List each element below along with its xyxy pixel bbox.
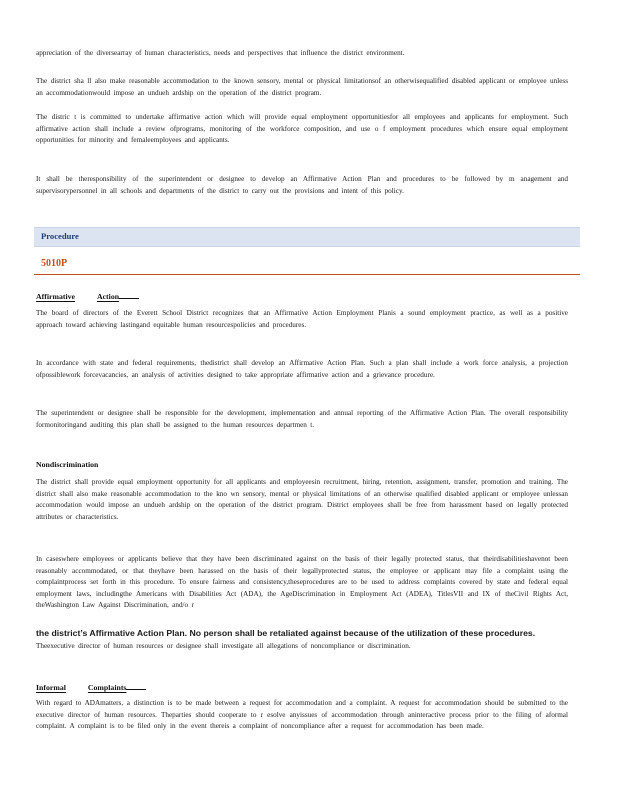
- paragraph-state-federal: In accordance with state and federal requirements, thedistrict shall develop an Affirmative Action Plan. Such a plan shall include a work force analysis, a projection ofpossiblework forcevacancies, an analysis of activities designed to take appropriate affirmative action and a grievance procedure.: [36, 359, 568, 379]
- paragraph-accommodation: The district sha ll also make reasonable accommodation to the known sensory, mental or physical limitationsof an otherwisequalified disabled applicant or employee unless an accommodationwould impose an undueh ardship on the operation of the district program.: [36, 77, 568, 97]
- heading-action-word: Action: [96, 292, 120, 301]
- paragraph-no-retaliation: the district’s Affirmative Action Plan. No person shall be retaliated against because of the utilization of these procedures.: [36, 628, 536, 638]
- heading-affirmative-word: Affirmative: [36, 292, 75, 301]
- heading-informal-word: Informal: [36, 683, 66, 692]
- paragraph-diversity: appreciation of the diversearray of human characteristics, needs and perspectives that influence the district environment.: [36, 49, 405, 57]
- heading-complaints-word: Complaints: [87, 683, 127, 692]
- heading-informal-complaints: [36, 682, 146, 693]
- procedure-label: Procedure: [41, 231, 79, 241]
- section-divider: [34, 274, 580, 275]
- paragraph-board-recognizes: The board of directors of the Everett School District recognizes that an Affirmative Action Employment Planis a sound employment practice, as well as a positive approach toward achieving lastingand equitable human resourcespolicies and procedures.: [36, 309, 568, 329]
- heading-nondiscrimination: Nondiscrimination: [36, 460, 99, 469]
- paragraph-affirmative-commitment: The distric t is committed to undertake affirmative action which will provide equal employment opportunitiesfor all employees and applicants for employment. Such affirmative action shall include a review ofprograms, monitoring of the workforce composition, and use o f employment procedures which ensure equal employment opportunities for minority and femaleemployees and applicants.: [36, 113, 568, 145]
- paragraph-equal-opportunity: The district shall provide equal employment opportunity for all applicants and employeesin recruitment, hiring, retention, assignment, transfer, promotion and training. The district shall also make reasonable accommodation to the kno wn sensory, mental or physical limitations of an otherwise qualified disabled applicant or employee unlessan accommodation would impose an undueh ardship on the operation of the district program. District employees shall be free from harassment based on legally protected attributes or characteristics.: [36, 478, 568, 521]
- procedure-band: [34, 227, 580, 247]
- procedure-code: 5010P: [41, 258, 68, 269]
- paragraph-complaint-process: In caseswhere employees or applicants believe that they have been discriminated against on the basis of their legally protected status, that theirdisabilitieshavenot been reasonably accommodated, or that theyhave been harassed on the basis of their legallyprotected status, the employee or applicant may file a complaint using the complaintprocess set forth in this procedure. To ensure fairness and consistency,theseprocedures are to be used to address complaints covered by state and federal equal employment laws, includingthe Americans with Disabilities Act (ADA), the AgeDiscrimination in Employment Act (ADEA), TitlesVII and IX of theCivil Rights Act, theWashington Law Against Discrimination, and/o r: [36, 555, 568, 610]
- paragraph-responsibility: It shall be theresponsibility of the superintendent or designee to develop an Affirmative Action Plan and procedures to be followed by m anagement and supervisorypersonnel in all schools and departments of the district to carry out the provisions and intent of this policy.: [36, 175, 568, 195]
- paragraph-ada-matters: With regard to ADAmatters, a distinction is to be made between a request for accommodation and a complaint. A request for accommodation should be submitted to the executive director of human resources. Theparties should cooperate to r esolve anyissues of accommodation through aninteractive process prior to the filing of aformal complaint. A complaint is to be filed only in the event thereis a complaint of noncompliance after a request for accommodation has been made.: [36, 699, 568, 731]
- paragraph-investigation: Theexecutive director of human resources or designee shall investigate all allegations of noncompliance or discrimination.: [36, 642, 411, 650]
- heading-affirmative-action: [36, 291, 139, 302]
- paragraph-superintendent: The superintendent or designee shall be responsible for the development, implementation and annual reporting of the Affirmative Action Plan. The overall responsibility formonitoringand auditing this plan shall be assigned to the human resources departmen t.: [36, 409, 568, 429]
